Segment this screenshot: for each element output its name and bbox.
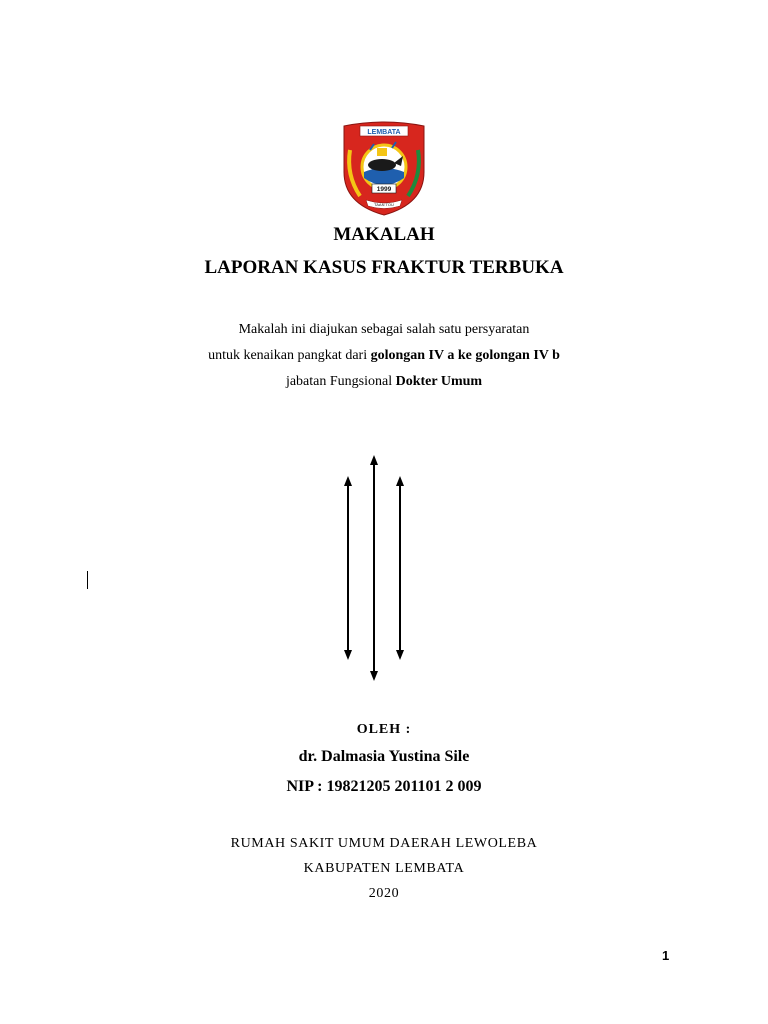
document-title: MAKALAH [333, 224, 435, 245]
purpose-line-2-prefix: untuk kenaikan pangkat dari [208, 348, 371, 363]
jabatan-text: Dokter Umum [395, 374, 483, 389]
decorative-arrows [335, 452, 415, 684]
lembata-regency-logo [340, 120, 428, 216]
golongan-text: golongan IV a ke golongan IV b [370, 348, 560, 363]
text-cursor [87, 571, 88, 589]
right-double-arrow [396, 476, 404, 660]
purpose-line-2 [0, 348, 768, 364]
author-nip: NIP : 19821205 201101 2 009 [286, 778, 482, 795]
institution-line-1: RUMAH SAKIT UMUM DAERAH LEWOLEBA [230, 836, 538, 851]
purpose-line-3-prefix: jabatan Fungsional [285, 374, 396, 389]
author-name: dr. Dalmasia Yustina Sile [298, 748, 470, 765]
left-double-arrow [344, 476, 352, 660]
logo-banner-text: LEMBATA [367, 129, 401, 136]
institution-line-2: KABUPATEN LEMBATA [303, 861, 465, 876]
document-year: 2020 [368, 886, 400, 901]
oleh-label: OLEH : [356, 722, 412, 737]
logo-year-text: 1999 [376, 186, 392, 193]
purpose-line-1: Makalah ini diajukan sebagai salah satu persyaratan [238, 322, 530, 337]
page-number: 1 [662, 948, 670, 963]
logo-motto-text: TAAN TOU [374, 202, 394, 207]
center-double-arrow [370, 455, 378, 681]
document-subtitle: LAPORAN KASUS FRAKTUR TERBUKA [204, 257, 564, 278]
purpose-line-3 [0, 374, 768, 390]
